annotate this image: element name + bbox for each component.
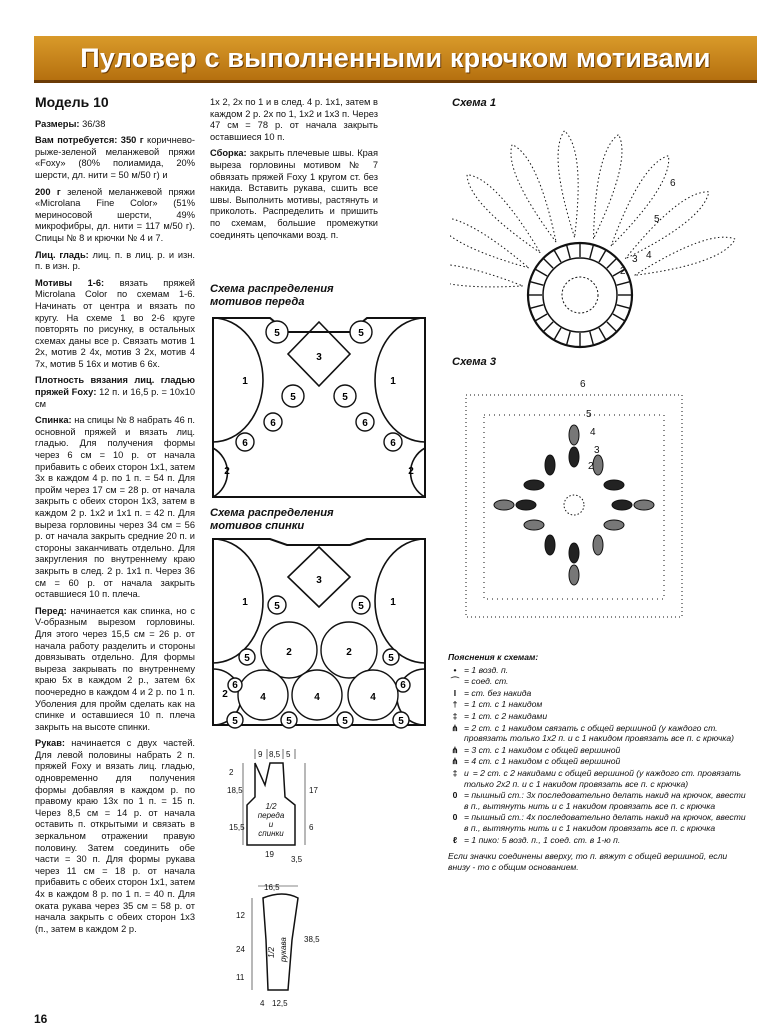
petal-chain bbox=[558, 131, 578, 238]
stitch-mark bbox=[554, 250, 561, 262]
puff-stitch bbox=[634, 500, 654, 510]
legend-row bbox=[448, 723, 748, 744]
motif-number: 1 bbox=[390, 597, 396, 608]
legend-text: = 1 возд. п. bbox=[464, 664, 509, 675]
legend-text: = 3 ст. с 1 накидом с общей вершиной bbox=[464, 744, 621, 755]
motif-number: 4 bbox=[314, 692, 320, 703]
paragraph bbox=[35, 738, 195, 935]
stitch-symbol-icon: ⌒ bbox=[450, 676, 460, 687]
page-number: 16 bbox=[34, 1012, 48, 1026]
svg-text:4: 4 bbox=[646, 250, 652, 261]
paragraph-heading: Сборка: bbox=[210, 148, 247, 159]
puff-stitch bbox=[545, 455, 555, 475]
paragraph-heading: Мотивы 1-6: bbox=[35, 277, 105, 288]
motif-number: 4 bbox=[370, 692, 376, 703]
paragraph-text: начинается с двух частей. Для левой половины набрать 2 п. пряжей Foxy и вязать лиц. гладью, одновременно для получения формы добавляя в каждом р. по правому краю 13х по 1 п. = 15 п. Через 8,5 см = 14 р. от начала оставить п. открытыми и связать в зеркальном отражении правую половину. Затем соединить обе части = 30 п. Для формы рукава через 11 см = 18 р. от начала прибавить с обеих сторон 1х1, затем 4х в каждом 8 р. по 1 п. = 40 п. Для оката рукава через 35 см = 58 р. от начала закрыть с обеих сторон 1х3 (п., затем в каждом 2 р. bbox=[35, 738, 195, 934]
svg-text:8,5: 8,5 bbox=[269, 750, 281, 759]
svg-text:18,5: 18,5 bbox=[227, 786, 243, 795]
petal-chain bbox=[594, 135, 622, 239]
stitch-symbol-icon: ‡ bbox=[452, 710, 458, 721]
puff-stitch bbox=[593, 455, 603, 475]
stitch-mark bbox=[543, 322, 553, 332]
svg-text:6: 6 bbox=[580, 379, 586, 390]
symbols-legend bbox=[448, 652, 748, 872]
stitch-symbol-icon: ‡ bbox=[452, 767, 458, 778]
legend-text: = 2 ст. с 1 накидом связать с общей вершиной (у каждого ст. провязать только 1х2 п. и с 1 накидом провязать все п. с крючка) bbox=[464, 722, 735, 744]
legend-row bbox=[448, 688, 748, 699]
paragraph bbox=[35, 375, 195, 410]
motif-number: 3 bbox=[316, 352, 322, 363]
motif-number: 6 bbox=[270, 418, 276, 429]
stitch-mark bbox=[607, 322, 617, 332]
motif-number: 5 bbox=[388, 653, 394, 664]
svg-text:3: 3 bbox=[632, 254, 638, 265]
legend-text: = пышный ст.: 3х последовательно делать накид на крючок, ввести в п., вытянуть нить и с 1 накидом провязать все п. с крючка bbox=[464, 790, 746, 811]
svg-text:12,5: 12,5 bbox=[272, 999, 288, 1008]
stitch-mark bbox=[617, 305, 631, 309]
svg-text:24: 24 bbox=[236, 945, 245, 954]
legend-row bbox=[448, 711, 748, 722]
motif-number: 3 bbox=[316, 575, 322, 586]
motif-number: 5 bbox=[274, 601, 280, 612]
svg-text:19: 19 bbox=[265, 850, 274, 859]
motif-number: 5 bbox=[358, 601, 364, 612]
sleeve-pattern bbox=[228, 880, 338, 1015]
motif-number: 5 bbox=[274, 328, 280, 339]
paragraph-heading: Вам потребуется: 350 г bbox=[35, 135, 144, 146]
motif-number: 2 bbox=[224, 466, 230, 477]
scheme3-title: Схема 3 bbox=[452, 356, 497, 368]
dim-label: 9 bbox=[258, 750, 263, 759]
stitch-mark bbox=[554, 328, 561, 340]
legend-row bbox=[448, 835, 748, 846]
paragraph-text: вязать пряжей Microlana Color по схемам 1-6. Начинать от центра и вязать по кругу. На схеме 1 во 2-6 круге повторять по рисунку, в остальных схемах даны все р. Связать мотив 1 2х, мотив 2 4х, мотив 3 2х, мотив 4 7х, мотив 5 16х и мотив 6 6х. bbox=[35, 277, 195, 369]
paragraph-heading: Рукав: bbox=[35, 738, 66, 749]
legend-row bbox=[448, 676, 748, 687]
puff-stitch bbox=[545, 535, 555, 555]
back-scheme-title: Схема распределения мотивов спинки bbox=[210, 507, 334, 532]
legend-row bbox=[448, 812, 748, 833]
svg-text:15,5: 15,5 bbox=[229, 823, 245, 832]
stitch-mark bbox=[607, 258, 617, 268]
scheme1-diagram bbox=[450, 112, 750, 352]
stitch-mark bbox=[599, 250, 606, 262]
legend-row bbox=[448, 756, 748, 767]
svg-text:5: 5 bbox=[286, 750, 291, 759]
stitch-mark bbox=[599, 328, 606, 340]
motif-number: 5 bbox=[290, 392, 296, 403]
motif-number: 5 bbox=[342, 392, 348, 403]
stitch-symbol-icon: † bbox=[452, 699, 458, 710]
stitch-mark bbox=[535, 269, 547, 276]
motif-number: 5 bbox=[358, 328, 364, 339]
motif-number: 6 bbox=[390, 438, 396, 449]
svg-text:спинки: спинки bbox=[258, 829, 284, 838]
stitch-symbol-icon: ℓ bbox=[452, 834, 458, 845]
paragraph bbox=[210, 97, 378, 143]
stitch-symbol-icon: I bbox=[453, 687, 457, 698]
title-banner bbox=[34, 36, 757, 83]
svg-text:переда: переда bbox=[257, 811, 285, 820]
puff-stitch bbox=[604, 520, 624, 530]
puff-stitch bbox=[569, 565, 579, 585]
model-heading: Модель 10 bbox=[35, 94, 109, 110]
puff-stitch bbox=[524, 480, 544, 490]
legend-text: = 1 ст. с 2 накидами bbox=[464, 710, 548, 721]
paragraph bbox=[35, 415, 195, 601]
petal-chain bbox=[450, 264, 523, 287]
stitch-mark bbox=[590, 245, 594, 259]
svg-text:38,5: 38,5 bbox=[304, 935, 320, 944]
svg-text:11: 11 bbox=[236, 973, 245, 982]
paragraph bbox=[35, 606, 195, 734]
petal-chain bbox=[467, 175, 540, 253]
svg-text:3: 3 bbox=[594, 445, 600, 456]
paragraph-text: коричнево-рыже-зеленой меланжевой пряжи «Foxy» (80% полиамида, 20% шерсти, дл. нити = 50 м/50 г) и bbox=[35, 135, 195, 180]
scheme3-diagram bbox=[458, 375, 688, 625]
paragraph-text: лиц. п. в лиц. р. и изн. п. в изн. р. bbox=[35, 249, 195, 272]
motif-number: 6 bbox=[400, 680, 406, 691]
stitch-symbol-icon: 0 bbox=[452, 790, 458, 801]
paragraph-text: закрыть плечевые швы. Края выреза горловины мотивом № 7 обвязать пряжей Foxy 1 кругом ст. без накида. Вставить рукава, сшить все швы. Выполнить мотивы, растянуть и приколоть. Распределить и пришить по схемам, большие промежутки соединять цепочками возд. п. bbox=[210, 148, 378, 240]
front-scheme-title: Схема распределения мотивов переда bbox=[210, 283, 334, 308]
petal-chain bbox=[511, 145, 556, 243]
stitch-mark bbox=[530, 305, 544, 309]
svg-text:5: 5 bbox=[586, 409, 592, 420]
svg-text:3,5: 3,5 bbox=[291, 855, 303, 864]
paragraph bbox=[35, 278, 195, 371]
paragraph-heading: Лиц. гладь: bbox=[35, 249, 89, 260]
paragraph bbox=[35, 250, 195, 273]
motif-number: 1 bbox=[390, 376, 396, 387]
stitch-mark bbox=[590, 332, 594, 346]
motif-number: 5 bbox=[232, 716, 238, 727]
paragraph bbox=[35, 119, 195, 131]
puff-stitch bbox=[524, 520, 544, 530]
puff-stitch bbox=[593, 535, 603, 555]
svg-text:рукава: рукава bbox=[279, 937, 288, 962]
svg-text:17: 17 bbox=[309, 786, 318, 795]
petal-chain bbox=[625, 192, 709, 259]
svg-text:2: 2 bbox=[229, 768, 234, 777]
legend-row bbox=[448, 790, 748, 811]
motif-number: 2 bbox=[346, 647, 352, 658]
puff-stitch bbox=[569, 447, 579, 467]
paragraph-heading: 200 г bbox=[35, 186, 61, 197]
paragraph-heading: Спинка: bbox=[35, 415, 72, 426]
motif-number: 5 bbox=[244, 653, 250, 664]
svg-text:6: 6 bbox=[670, 178, 676, 189]
legend-row bbox=[448, 699, 748, 710]
stitch-symbol-icon: • bbox=[453, 664, 457, 675]
svg-text:6: 6 bbox=[309, 823, 314, 832]
stitch-mark bbox=[567, 245, 571, 259]
paragraph-text: 36/38 bbox=[79, 118, 106, 129]
instructions-column-middle bbox=[210, 97, 378, 246]
stitch-symbol-icon: ⋔ bbox=[451, 756, 459, 767]
paragraph-text: 1х 2, 2х по 1 и в след. 4 р. 1х1, затем в каждом 2 р. 2х по 1, 1х2 и 1х3 п. Через 47 см = 78 р. от начала закрыть оставшиеся 10 п. bbox=[210, 97, 378, 142]
page-title: Пуловер с выполненными крючком мотивами bbox=[80, 43, 711, 73]
paragraph-text: зеленой меланжевой пряжи «Microlana Fine Color» (51% мериносовой шерсти, 49% микрофибры, дл. нити = 117 м/50 г). Спицы № 8 и крючки № 4 и 7. bbox=[35, 186, 195, 243]
legend-text: = 4 ст. с 1 накидом с общей вершиной bbox=[464, 756, 621, 767]
motif-number: 5 bbox=[342, 716, 348, 727]
stitch-mark bbox=[530, 282, 544, 286]
legend-note: Если значки соединены вверху, то п. вяжут с общей вершиной, если внизу - то с общим основанием. bbox=[448, 851, 728, 872]
svg-text:2: 2 bbox=[588, 461, 594, 472]
motif-number: 1 bbox=[242, 597, 248, 608]
paragraph-text: на спицы № 8 набрать 46 п. основной пряжей и вязать лиц. гладью. Для получения формы через 6 см = 10 р. от начала прибавить с обеих сторон 1х1, затем 3х в каждом 4 р. по 1 п. = 54 п. Для пройм через 17 см = 28 р. от начала закрыть с обеих сторон 1х3, затем в каждом 2 р. 1х2 и 1х1 п. = 42 п. Для выреза горловины через 34 см = 56 р. от начала закрыть средние 20 п. и стороны заканчивать отдельно. Для закругления по внутреннему краю закрыть в след. 2 р. 1х1 п. Через 36 см = 60 р. от начала закрыть оставшиеся 10 п. плеча. bbox=[35, 415, 195, 600]
legend-title: Пояснения к схемам: bbox=[448, 652, 539, 662]
legend-text: = пышный ст.: 4х последовательно делать накид на крючок, ввести в п., вытянуть нить и с 1 накидом провязать все п. с крючка bbox=[464, 812, 746, 833]
motif-number: 6 bbox=[232, 680, 238, 691]
svg-text:12: 12 bbox=[236, 911, 245, 920]
motif-number: 2 bbox=[286, 647, 292, 658]
front-back-pattern bbox=[225, 745, 335, 865]
motif-number: 5 bbox=[398, 716, 404, 727]
motif-number: 5 bbox=[286, 716, 292, 727]
puff-stitch bbox=[612, 500, 632, 510]
puff-stitch bbox=[569, 543, 579, 563]
legend-row bbox=[448, 745, 748, 756]
motif-number: 1 bbox=[242, 376, 248, 387]
svg-text:4: 4 bbox=[260, 999, 265, 1008]
puff-stitch bbox=[604, 480, 624, 490]
svg-text:16,5: 16,5 bbox=[264, 883, 280, 892]
svg-text:2: 2 bbox=[620, 266, 626, 277]
puff-stitch bbox=[569, 425, 579, 445]
stitch-mark bbox=[613, 314, 625, 321]
stitch-symbol-icon: 0 bbox=[452, 812, 458, 823]
svg-text:5: 5 bbox=[654, 214, 660, 225]
motif-number: 2 bbox=[408, 466, 414, 477]
scheme1-title: Схема 1 bbox=[452, 97, 497, 109]
puff-stitch bbox=[494, 500, 514, 510]
paragraph-text: 12 п. и 16,5 р. = 10х10 см bbox=[35, 387, 195, 409]
legend-text: = 1 пико: 5 возд. п., 1 соед. ст. в 1-ю п. bbox=[464, 834, 621, 845]
svg-text:1/2: 1/2 bbox=[267, 946, 276, 958]
paragraph-heading: Перед: bbox=[35, 605, 67, 616]
legend-text: = ст. без накида bbox=[464, 687, 532, 698]
svg-text:и: и bbox=[268, 820, 274, 829]
paragraph-heading: Плотность вязания лиц. гладью пряжей Foxy: bbox=[35, 375, 195, 398]
stitch-mark bbox=[535, 314, 547, 321]
front-motif-scheme bbox=[205, 312, 435, 502]
stitch-symbol-icon: ⋔ bbox=[451, 744, 459, 755]
legend-text: = 2 ст. с 2 накидами с общей вершиной (у каждого ст. провязать только 2х2 п. и с 1 накидом провязать все п. с крючка) bbox=[464, 767, 742, 789]
legend-prefix: и bbox=[464, 767, 469, 778]
motif-number: 4 bbox=[260, 692, 266, 703]
paragraph-heading: Размеры: bbox=[35, 118, 80, 129]
stitch-mark bbox=[617, 282, 631, 286]
legend-text: = 1 ст. с 1 накидом bbox=[464, 699, 543, 710]
instructions-column-left bbox=[35, 94, 195, 940]
paragraph bbox=[35, 135, 195, 181]
stitch-mark bbox=[543, 258, 553, 268]
petal-chain bbox=[450, 217, 529, 268]
stitch-symbol-icon: ⋔ bbox=[451, 722, 459, 733]
puff-stitch bbox=[516, 500, 536, 510]
svg-text:1/2: 1/2 bbox=[265, 802, 277, 811]
motif-number: 6 bbox=[362, 418, 368, 429]
legend-row bbox=[448, 768, 748, 789]
back-motif-scheme bbox=[205, 535, 435, 730]
legend-text: = соед. ст. bbox=[464, 676, 509, 687]
paragraph bbox=[210, 148, 378, 241]
svg-text:4: 4 bbox=[590, 427, 596, 438]
stitch-mark bbox=[567, 332, 571, 346]
paragraph bbox=[35, 187, 195, 245]
paragraph-text: начинается как спинка, но с V-образным вырезом горловины. Для этого через 15,5 см = 26 р. от начала работу разделить и стороны довязывать отдельно. Для формы выреза закрывать по внутреннему краю 5х в каждом 2 р., затем 6х поочередно в каждом 4 и 2 р. по 1 п. Уболения для пройм сделать как на спинке и оставшиеся 10 п. плеча закрыть на высоте спинки. bbox=[35, 605, 195, 732]
motif-number: 6 bbox=[242, 438, 248, 449]
legend-row bbox=[448, 665, 748, 676]
motif-number: 2 bbox=[222, 689, 228, 700]
